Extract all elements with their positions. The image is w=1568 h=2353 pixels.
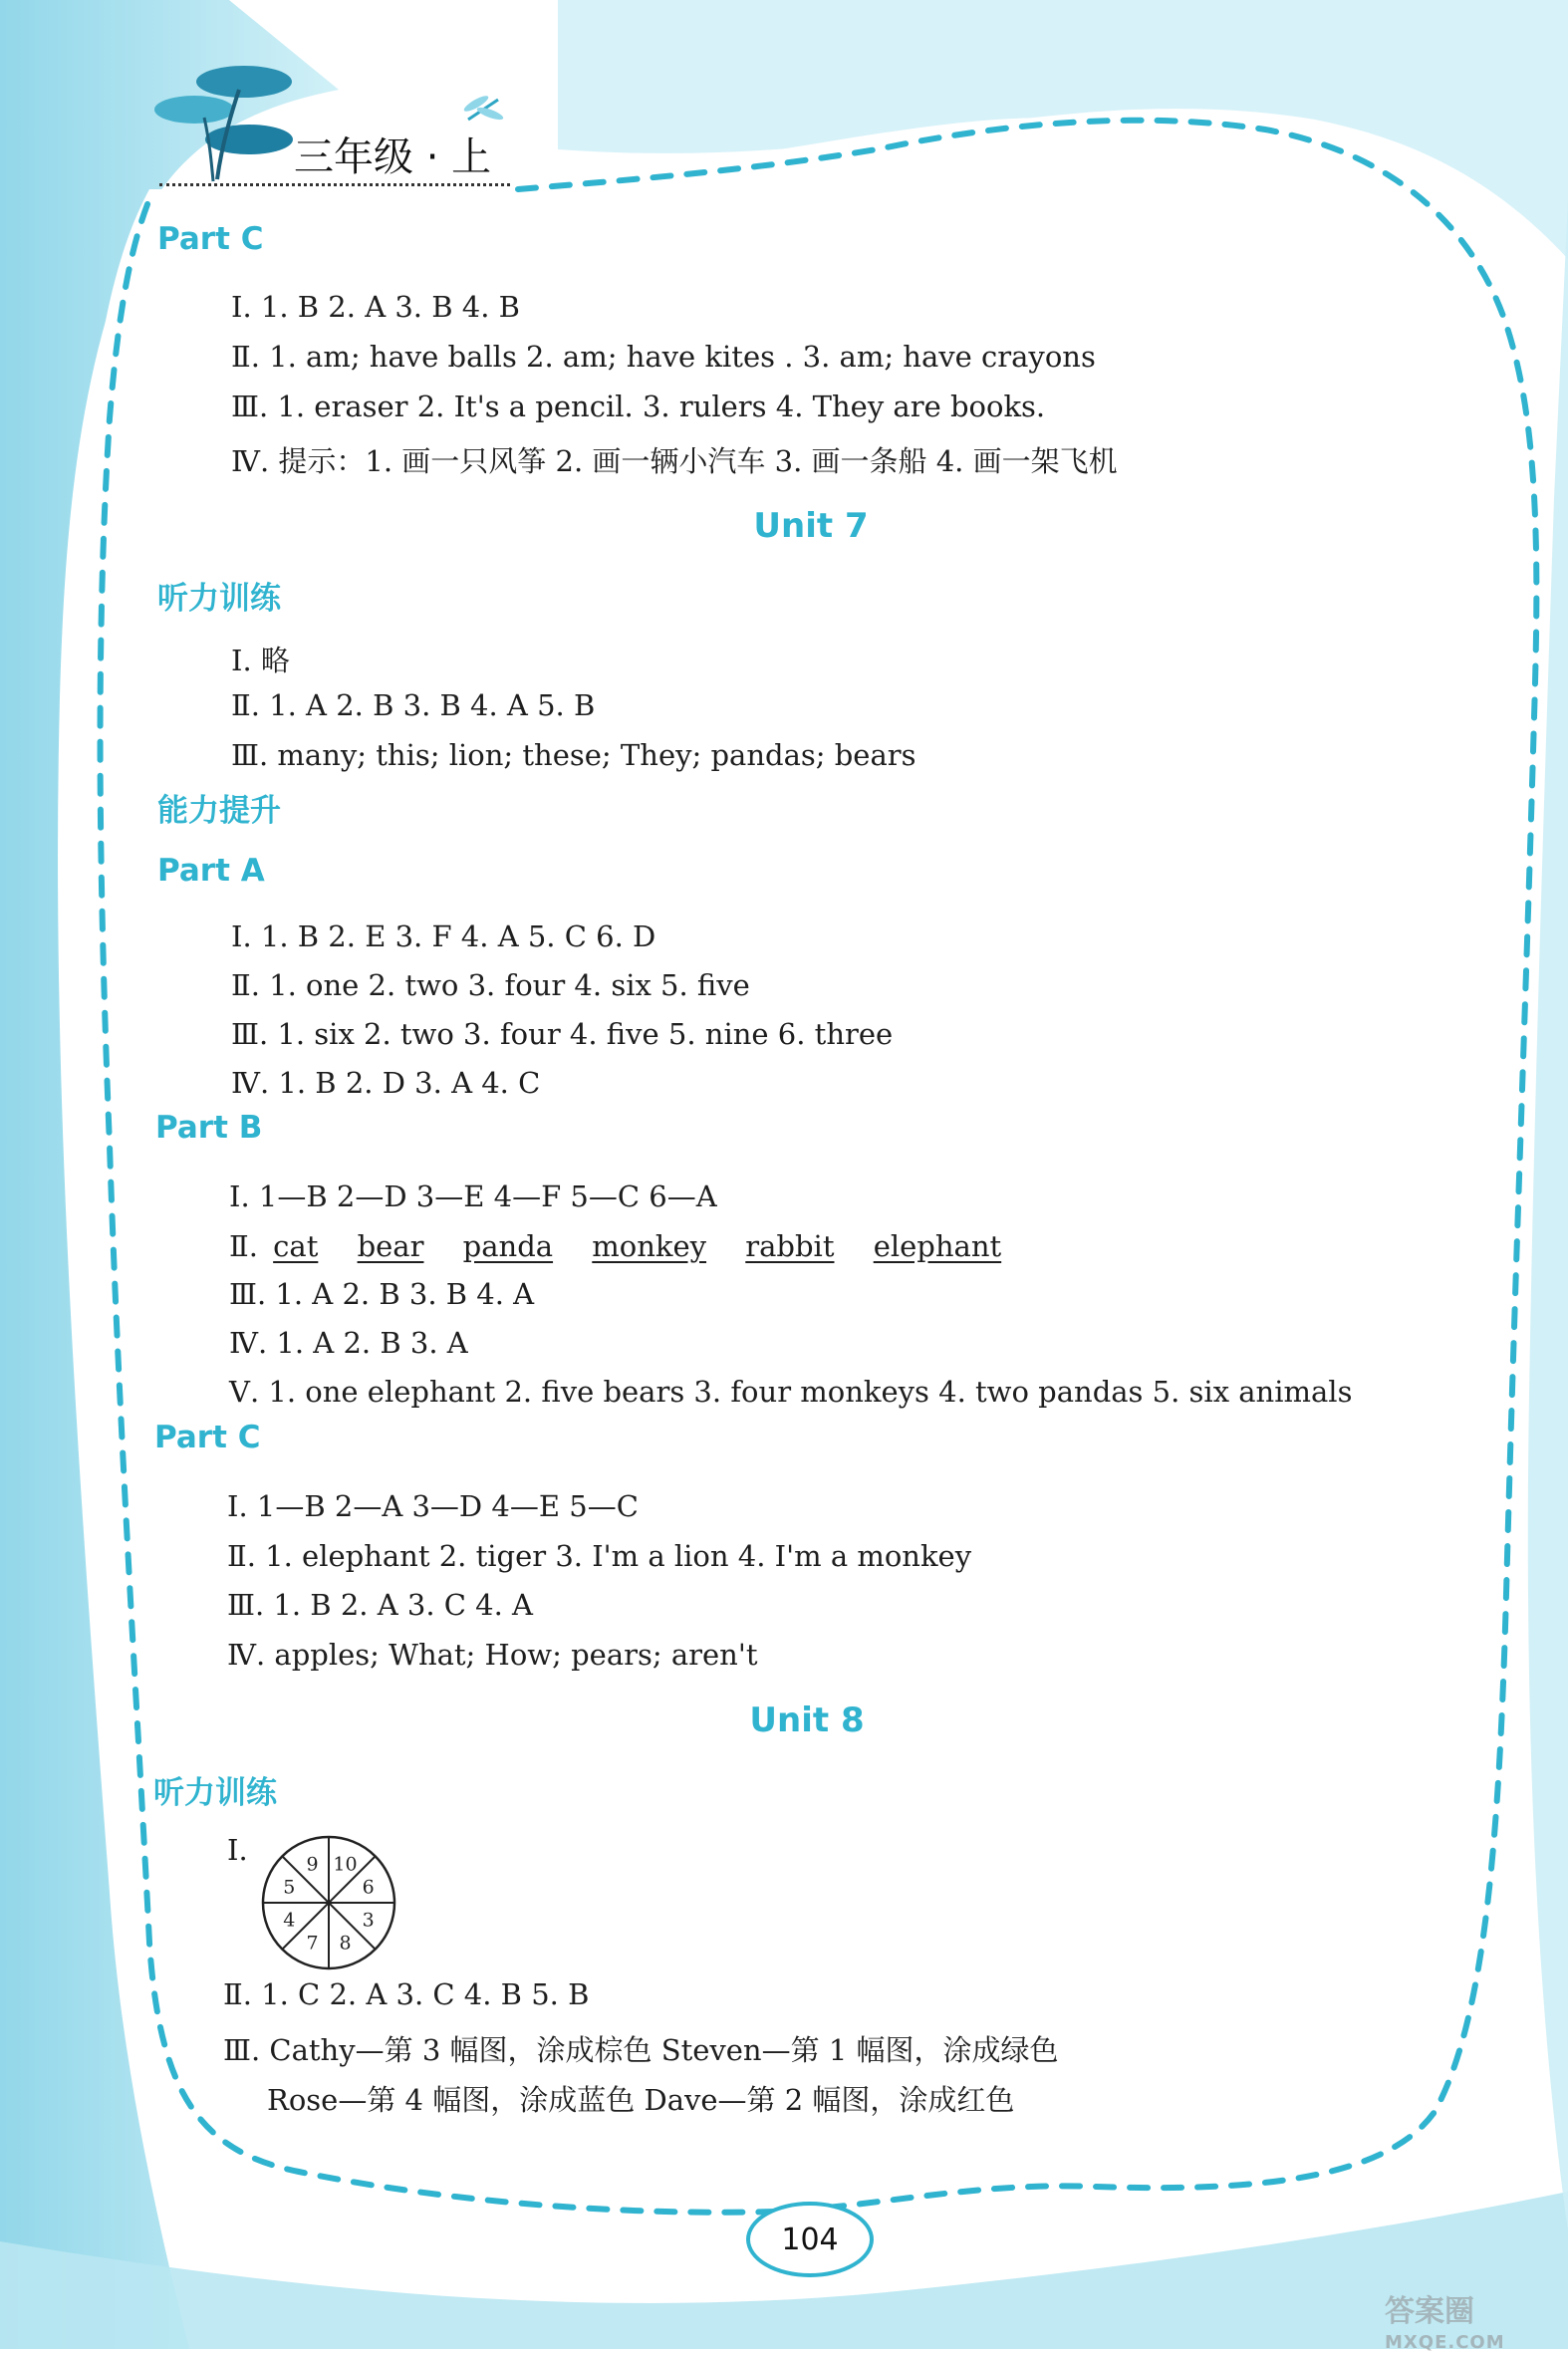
section-heading-listening: 听力训练 xyxy=(153,1775,277,1811)
answer-line: Ⅲ. many; this; lion; these; They; pandas; bears xyxy=(231,738,916,772)
answer-line: Rose—第 4 幅图，涂成蓝色 Dave—第 2 幅图，涂成红色 xyxy=(267,2083,1015,2117)
wheel-number: 8 xyxy=(339,1932,352,1955)
header-title: 三年级 · 上 xyxy=(294,134,492,180)
answer-line: Ⅰ. 1—B 2—A 3—D 4—E 5—C xyxy=(227,1489,639,1523)
unit-title-7: Unit 7 xyxy=(753,506,869,546)
item-number: Ⅱ. xyxy=(229,1229,258,1263)
answer-line: Ⅰ. 略 xyxy=(231,644,290,677)
answer-line: Ⅰ. 1. B 2. E 3. F 4. A 5. C 6. D xyxy=(231,919,656,953)
page-number: 104 xyxy=(746,2202,874,2277)
answer-line: Ⅲ. Cathy—第 3 幅图，涂成棕色 Steven—第 1 幅图，涂成绿色 xyxy=(223,2033,1059,2067)
section-heading-ability: 能力提升 xyxy=(157,793,281,829)
wheel-number: 9 xyxy=(306,1853,319,1876)
answer-line: Ⅲ. 1. B 2. A 3. C 4. A xyxy=(227,1588,533,1622)
answer-line: Ⅱ. 1. am; have balls 2. am; have kites . 3. am; have crayons xyxy=(231,340,1096,374)
answer-line-underlined-words xyxy=(229,1229,1001,1263)
section-heading-part-a: Part A xyxy=(157,853,265,889)
underlined-word: monkey xyxy=(592,1229,707,1263)
section-heading-listening: 听力训练 xyxy=(157,581,281,617)
answer-line: Ⅱ. 1. C 2. A 3. C 4. B 5. B xyxy=(223,1977,590,2011)
answer-line: Ⅱ. 1. elephant 2. tiger 3. I'm a lion 4. I'm a monkey xyxy=(227,1539,972,1573)
wheel-number: 6 xyxy=(362,1876,375,1899)
answer-line: Ⅱ. 1. A 2. B 3. B 4. A 5. B xyxy=(231,688,596,722)
answer-line: Ⅰ. 1—B 2—D 3—E 4—F 5—C 6—A xyxy=(229,1179,717,1213)
wheel-number: 4 xyxy=(283,1909,296,1932)
watermark-url: MXQE.COM xyxy=(1385,2332,1505,2353)
answer-line: Ⅳ. 提示：1. 画一只风筝 2. 画一辆小汽车 3. 画一条船 4. 画一架飞机 xyxy=(231,444,1118,478)
answer-line: Ⅳ. apples; What; How; pears; aren't xyxy=(227,1638,758,1672)
wheel-number: 3 xyxy=(362,1909,375,1932)
item-number: Ⅰ. xyxy=(227,1833,248,1867)
section-heading-part-c: Part C xyxy=(154,1420,261,1455)
answer-line: Ⅲ. 1. eraser 2. It's a pencil. 3. rulers 4. They are books. xyxy=(231,390,1046,423)
number-wheel-diagram xyxy=(254,1828,403,1977)
answer-line: Ⅰ. 1. B 2. A 3. B 4. B xyxy=(231,290,520,324)
unit-title-8: Unit 8 xyxy=(749,1700,865,1740)
answer-line: Ⅲ. 1. six 2. two 3. four 4. five 5. nine 6. three xyxy=(231,1017,894,1051)
answer-line: Ⅴ. 1. one elephant 2. five bears 3. four monkeys 4. two pandas 5. six animals xyxy=(229,1375,1353,1409)
wheel-number: 5 xyxy=(283,1876,296,1899)
header-rule xyxy=(159,183,510,186)
dragonfly-icon xyxy=(462,94,505,123)
section-heading-part-b: Part B xyxy=(155,1110,263,1146)
underlined-word: cat xyxy=(273,1229,319,1263)
underlined-word: bear xyxy=(357,1229,424,1263)
answer-line: Ⅳ. 1. B 2. D 3. A 4. C xyxy=(231,1066,541,1100)
watermark-text: 答案圈 xyxy=(1385,2294,1474,2329)
section-heading-part-c: Part C xyxy=(157,221,264,257)
underlined-word: elephant xyxy=(873,1229,1002,1263)
answer-line: Ⅲ. 1. A 2. B 3. B 4. A xyxy=(229,1277,535,1311)
wheel-number: 10 xyxy=(333,1853,358,1876)
answer-line: Ⅳ. 1. A 2. B 3. A xyxy=(229,1326,468,1360)
underlined-word: rabbit xyxy=(745,1229,835,1263)
wheel-number: 7 xyxy=(306,1932,319,1955)
watermark-logo xyxy=(1385,2286,1505,2353)
answer-line: Ⅱ. 1. one 2. two 3. four 4. six 5. five xyxy=(231,968,750,1002)
underlined-word: panda xyxy=(462,1229,554,1263)
